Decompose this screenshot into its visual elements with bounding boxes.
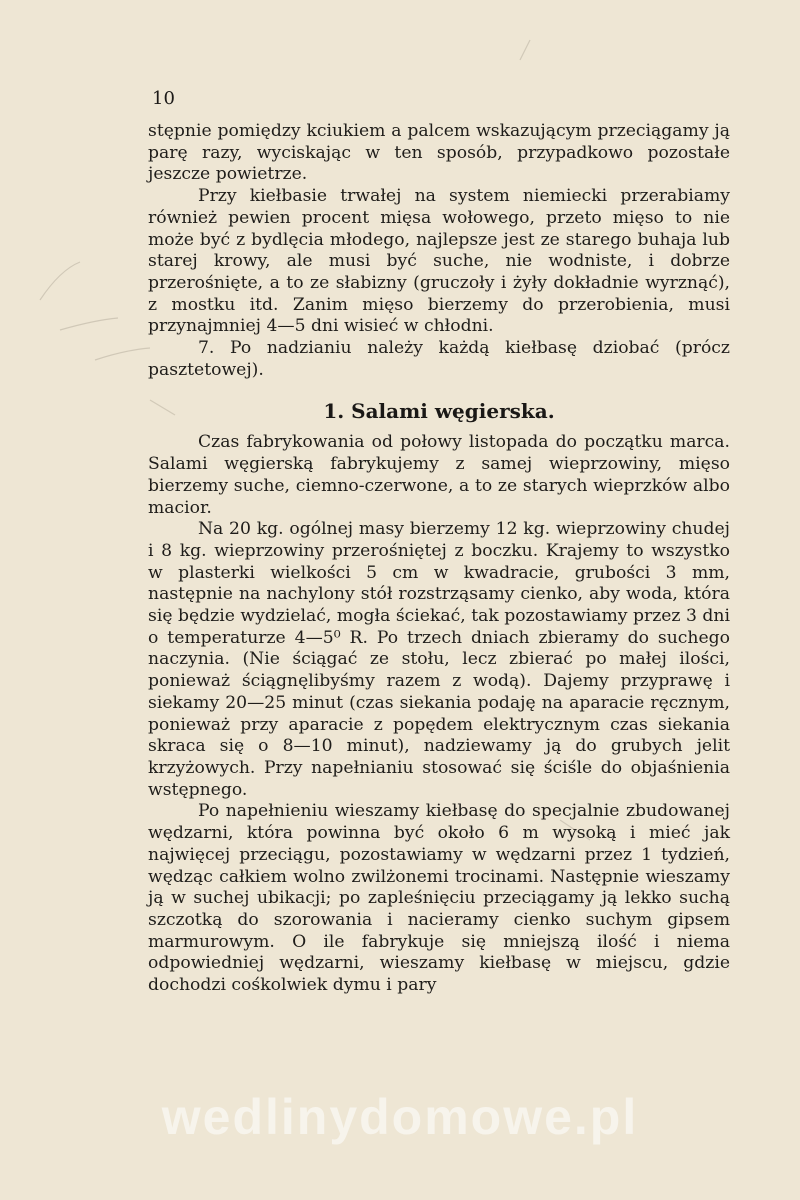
paragraph-recipe: Na 20 kg. ogólnej masy bierzemy 12 kg. wieprzowiny chudej i 8 kg. wieprzowiny przerośniętej z boczku. Krajemy to wszystko w plasterki wielkości 5 cm w kwadracie, grubości 3 mm, następnie na nachylony stół rozstrząsamy cienko, aby woda, która się będzie wydzielać, mogła ściekać, tak pozostawiamy przez 3 dni o temperaturze 4—5⁰ R. Po trzech dniach zbieramy do suchego naczynia. (Nie ściągać ze stołu, lecz zbierać po małej ilości, ponieważ ściągnęlibyśmy razem z wodą). Dajemy przyprawę i siekamy 20—25 minut (czas siekania podaję na aparacie ręcznym, ponieważ przy aparacie z popędem elektrycznym czas siekania skraca się o 8—10 minut), nadziewamy ją do grubych jelit krzyżowych. Przy napełnianiu stosować się ściśle do objaśnienia wstępnego. (148, 519, 730, 800)
page-number: 10 (152, 88, 175, 109)
paragraph-smoking: Po napełnieniu wieszamy kiełbasę do specjalnie zbudowanej wędzarni, która powinna być około 6 m wysoką i mieć jak najwięcej przeciągu, pozostawiamy w wędzarni przez 1 tydzień, wędząc całkiem wolno zwilżonemi trocinami. Następnie wieszamy ją w suchej ubikacji; po zapleśnięciu przeciągamy ją lekko suchą szczotką do szorowania i nacieramy cienko suchym gipsem marmurowym. O ile fabrykuje się mniejszą ilość i niema odpowiedniej wędzarni, wieszamy kiełbasę w miejscu, gdzie dochodzi cośkolwiek dymu i pary (148, 801, 730, 996)
paragraph-production-time: Czas fabrykowania od połowy listopada do początku marca. Salami węgierską fabrykujemy z samej wieprzowiny, mięso bierzemy suche, ciemno-czerwone, a to ze starych wieprzków albo macior. (148, 432, 730, 518)
paragraph-rule-7: 7. Po nadzianiu należy każdą kiełbasę dziobać (prócz pasztetowej). (148, 338, 730, 380)
body-text (148, 121, 730, 997)
watermark: wedlinydomowe.pl (161, 1089, 639, 1145)
paragraph-continuation: stępnie pomiędzy kciukiem a palcem wskazującym przeciągamy ją parę razy, wyciskając w ten sposób, przypadkowo pozostałe jeszcze powietrze. (148, 121, 730, 185)
section-heading: 1. Salami węgierska. (323, 399, 555, 424)
paragraph-beef-note: Przy kiełbasie trwałej na system niemiecki przerabiamy również pewien procent mięsa wołowego, przeto mięso to nie może być z bydlęcia młodego, najlepsze jest ze starego buhaja lub starej krowy, ale musi być suche, nie wodniste, i dobrze przerośnięte, a to ze słabizny (gruczoły i żyły dokładnie wyrznąć), z mostku itd. Zanim mięso bierzemy do przerobienia, musi przynajmniej 4—5 dni wisieć w chłodni. (148, 186, 730, 337)
